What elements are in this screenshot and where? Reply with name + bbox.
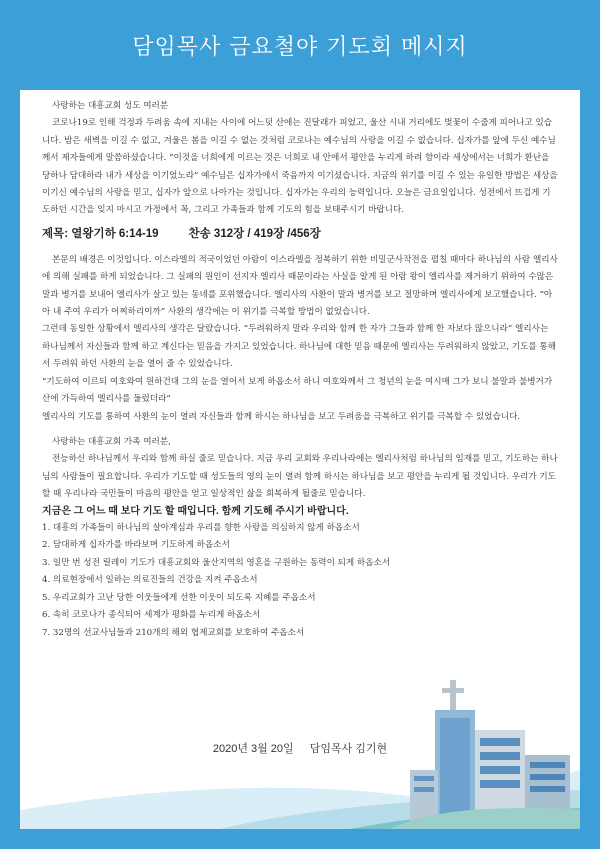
- sermon-hymns: 찬송 312장 / 419장 /456장: [188, 227, 321, 240]
- signature-date: 2020년 3월 20일: [212, 743, 294, 755]
- message-content: [42, 98, 558, 642]
- body-paragraph: 그런데 동일한 상황에서 엘리사의 생각은 달랐습니다. “두려워하지 말라 우리와 함께 한 자가 그들과 함께 한 자보다 많으니라” 엘리사는 하나님께서 자신들과 함께 하고 계신다는 믿음을 가지고 있었습니다. 하나님에 대한 믿음 때문에 엘리사는 두려워하지 않았고, 기도를 통해서 두려워 하던 사환의 눈을 열어 줄 수 있었습니다.: [42, 324, 557, 370]
- body-paragraph: 엘리사의 기도를 통하여 사환의 눈이 열려 자신들과 함께 하시는 하나님을 보고 두려움을 극복하고 위기를 극복할 수 있었습니다.: [42, 411, 521, 422]
- prayer-item: 5. 우리교회가 고난 당한 이웃들에게 선한 이웃이 되도록 지혜를 주옵소서: [42, 592, 316, 603]
- intro-greeting: 사랑하는 대흥교회 성도 여러분: [52, 101, 169, 111]
- sermon-title: 제목: 열왕기하 6:14-19: [42, 227, 159, 240]
- closing-greeting: 사랑하는 대흥교회 가족 여러분,: [52, 436, 171, 447]
- prayer-list: [42, 520, 558, 643]
- body-paragraph: “기도하여 이르되 여호와여 원하건대 그의 눈을 열어서 보게 하옵소서 하니 여호와께서 그 청년의 눈을 여시매 그가 보니 불말과 불병거가 산에 가득하여 엘리사를 둘렀더라”: [42, 376, 553, 405]
- prayer-item: 1. 대흥의 가족들이 하나님의 살아계심과 우리를 향한 사랑을 의심하지 않게 하옵소서: [42, 522, 360, 533]
- sermon-heading: [42, 226, 558, 242]
- signature: [20, 740, 580, 756]
- intro-paragraph: 코로나19로 인해 걱정과 두려움 속에 지내는 사이에 어느덧 산에는 진달래가 피었고, 울산 시내 거리에도 벚꽃이 수줍게 피어나고 있습니다. 밤은 새벽을 이길 수 없고, 겨울은 봄을 이길 수 없는 것처럼 코로나는 예수님의 사랑을 이길 수 없습니다. 십자가를 앞에 두신 예수님께서 제자들에게 말씀하셨습니다. “이것을 너희에게 이르는 것은 너희로 내 안에서 평안을 누리게 하려 함이라 세상에서는 너희가 환난을 당하나 담대하라 내가 세상을 이기었노라” 예수님은 십자가에서 죽음까지 이기셨습니다. 지금의 위기를 이길 수 있는 유일한 방법은 세상을 이기신 예수님의 사랑을 믿고, 십자가 앞으로 나아가는 것입니다. 십자가는 우리의 능력입니다. 오늘은 금요일입니다. 성전에서 뜨겁게 기도하던 시간을 잊지 마시고 가정에서 꼭, 그리고 가족들과 함께 기도의 힘을 보태주시기 바랍니다.: [42, 118, 558, 216]
- prayer-item: 2. 담대하게 십자가를 바라보며 기도하게 하옵소서: [42, 540, 230, 551]
- prayer-item: 7. 32명의 선교사님들과 210개의 해외 협제교회를 보호하여 주옵소서: [42, 627, 305, 638]
- page-header: [0, 0, 600, 90]
- message-paper: [20, 90, 580, 829]
- signature-author: 담임목사 김기현: [309, 743, 388, 755]
- prayer-heading: 지금은 그 어느 때 보다 기도 할 때입니다. 함께 기도해 주시기 바랍니다.: [42, 505, 349, 517]
- page-title: 담임목사 금요철야 기도회 메시지: [132, 34, 468, 60]
- closing-paragraph: 전능하신 하나님께서 우리와 함께 하실 줄로 믿습니다. 지금 우리 교회와 우리나라에는 엘리사처럼 하나님의 임재를 믿고, 기도하는 하나님의 사람들이 필요합니다. 우리가 기도할 때 성도들의 영의 눈이 열려 함께 하시는 하나님을 보고 평안을 누리게 될 것입니다. 우리가 기도할 때 우리나라 국민들이 마음의 평안을 얻고 일상적인 삶을 회복하게 될줄로 믿습니다.: [42, 454, 558, 500]
- body-paragraph: 본문의 배경은 이것입니다. 이스라엘의 적국이었던 아람이 이스라엘을 정복하기 위한 비밀군사작전을 펼칠 때마다 하나님의 사람 엘리사에 의해 실패를 하게 되었습니다. 그 실패의 원인이 선지자 엘리사 때문이라는 사실을 알게 된 아람 왕이 엘리사를 제거하기 위하여 수많은 말과 병거를 보내어 엘리사가 살고 있는 동네를 포위했습니다. 엘리사의 사환이 말과 병거를 보고 절망하며 엘리사에게 보고했습니다. “아아 내 주여 우리가 어찌하리이까” 사환의 생각에는 이 위기를 극복할 방법이 없었습니다.: [42, 254, 558, 318]
- prayer-item: 4. 의료현장에서 일하는 의료진들의 건강을 지켜 주옵소서: [42, 575, 258, 586]
- prayer-item: 3. 일만 번 성전 릴레이 기도가 대흥교회와 울산지역의 영혼을 구원하는 동력이 되게 하옵소서: [42, 557, 391, 568]
- prayer-item: 6. 속히 코로나가 종식되어 세계가 평화를 누리게 하옵소서: [42, 610, 261, 621]
